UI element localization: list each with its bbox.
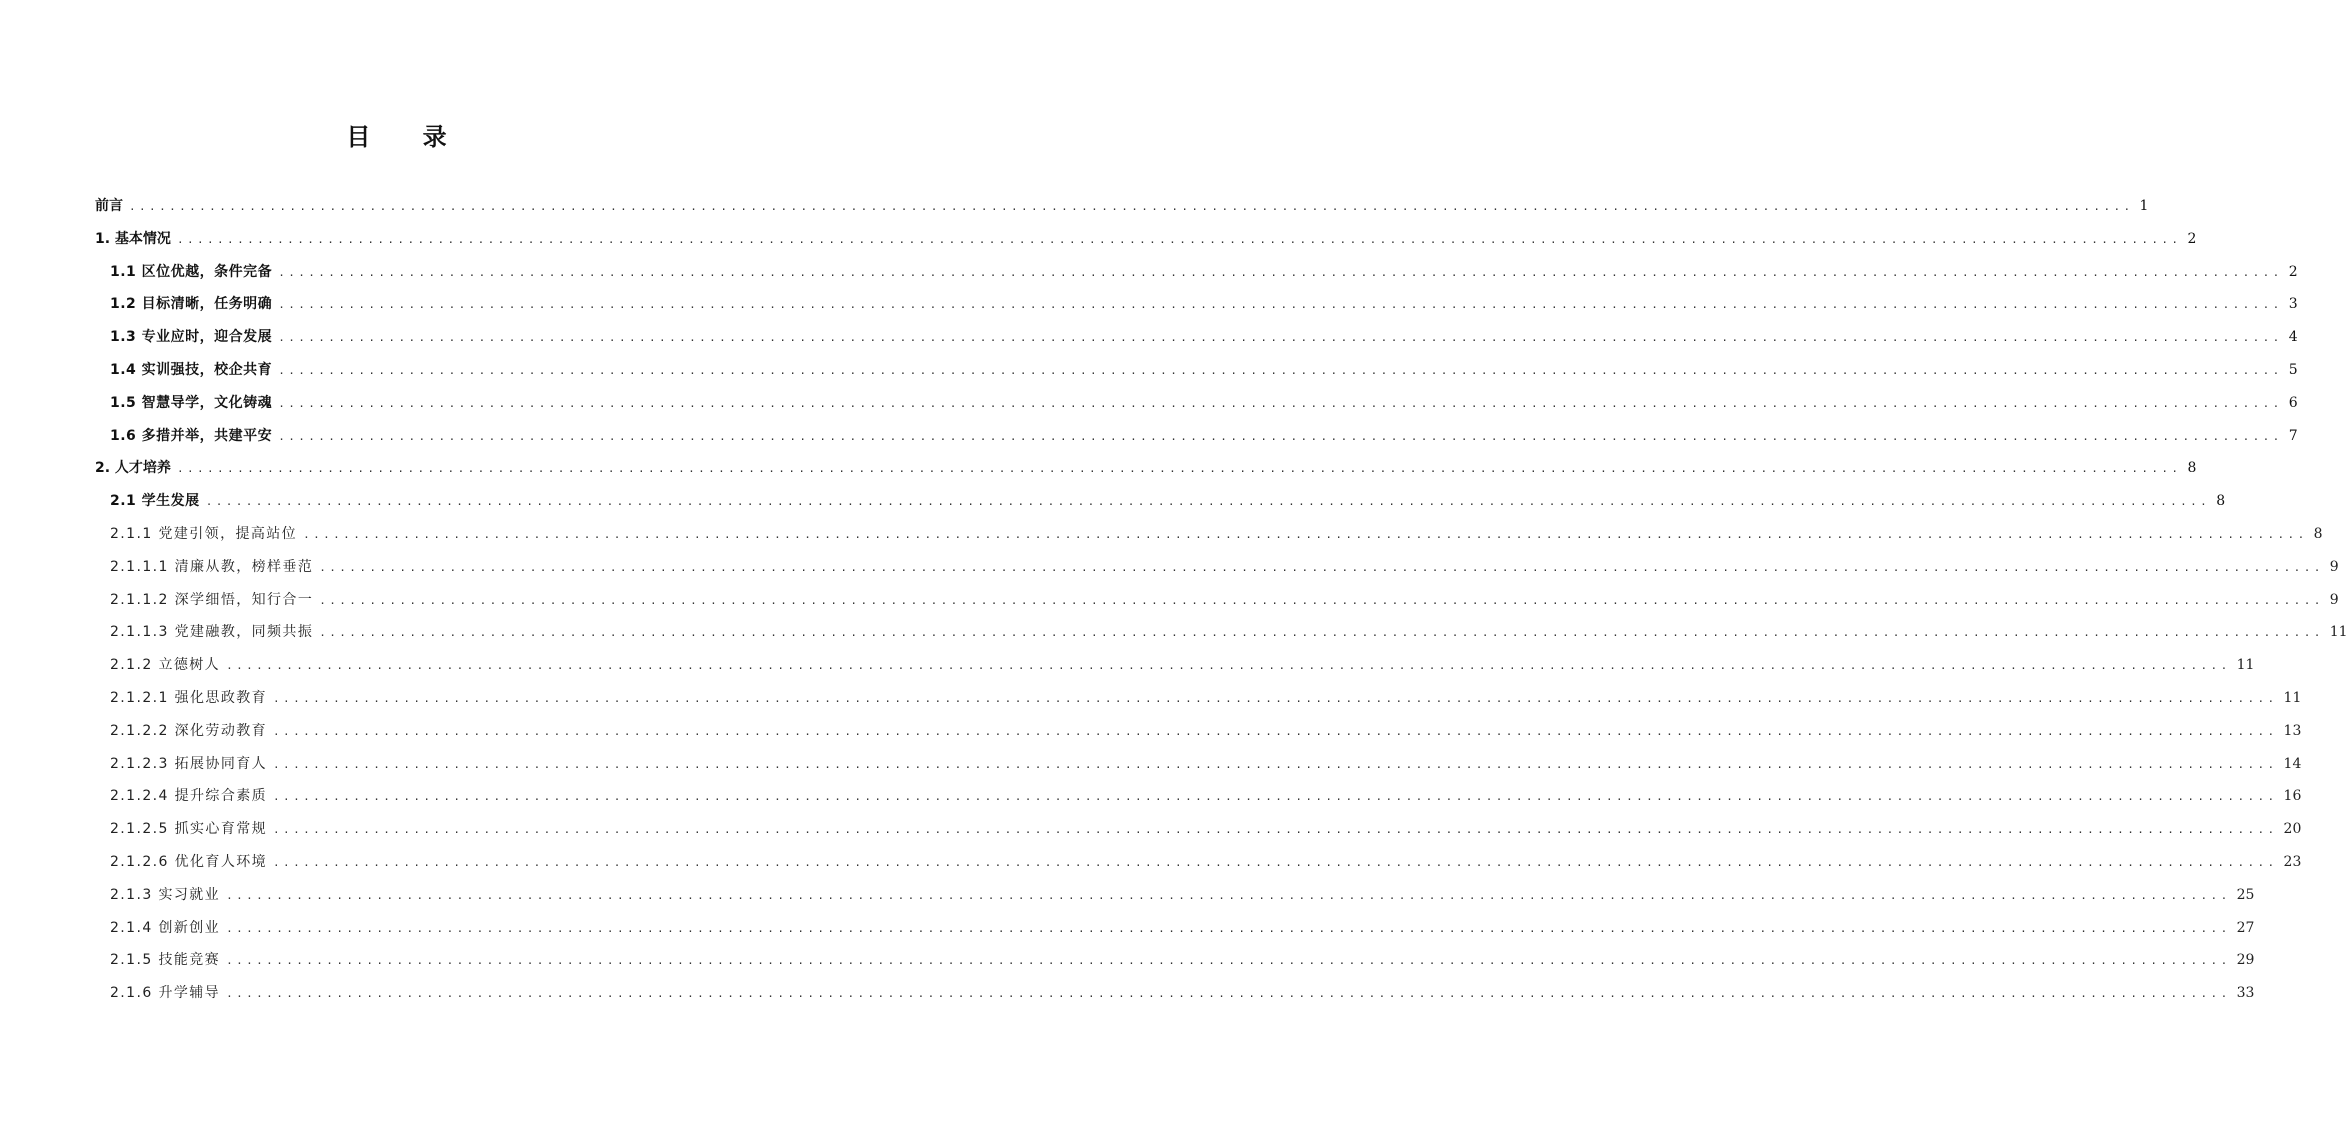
toc-entry-label: 2.1.2.5 抓实心育常规 [110, 821, 268, 838]
dot-leader: ........................................................................................................................................................................................................ [226, 888, 2231, 902]
toc-entry-page: 25 [2236, 886, 2255, 903]
toc-entry-page: 3 [2288, 296, 2298, 313]
dot-leader: ........................................................................................................................................................................................................ [273, 757, 2278, 771]
dot-leader: ........................................................................................................................................................................................................ [273, 691, 2278, 705]
toc-entry[interactable] [95, 485, 2226, 518]
toc-entry[interactable] [95, 223, 2197, 256]
dot-leader: ........................................................................................................................................................................................................ [278, 363, 2283, 377]
toc-entry-label: 1.2 目标清晰，任务明确 [110, 296, 273, 313]
dot-leader: ........................................................................................................................................................................................................ [278, 298, 2283, 312]
toc-entry-label: 1.4 实训强技，校企共育 [110, 361, 273, 378]
toc-entry[interactable] [95, 912, 2255, 945]
toc-entry-label: 1.1 区位优越，条件完备 [110, 263, 273, 280]
toc-entry[interactable] [95, 584, 2339, 617]
toc-entry-label: 2.1.2.4 提升综合素质 [110, 788, 268, 805]
toc-entry-label: 2.1.2.6 优化育人环境 [110, 853, 268, 870]
toc-entry-label: 2.1.4 创新创业 [110, 919, 221, 936]
dot-leader: ........................................................................................................................................................................................................ [319, 626, 2324, 640]
toc-entry-page: 27 [2236, 919, 2255, 936]
toc-entry-page: 23 [2283, 853, 2302, 870]
toc-entry[interactable] [95, 387, 2298, 420]
toc-entry[interactable] [95, 518, 2323, 551]
toc-entry[interactable] [95, 977, 2255, 1010]
toc-entry-page: 11 [2283, 689, 2302, 706]
dot-leader: ........................................................................................................................................................................................................ [176, 232, 2182, 246]
toc-entry-label: 1.5 智慧导学，文化铸魂 [110, 394, 273, 411]
dot-leader: ........................................................................................................................................................................................................ [319, 593, 2324, 607]
dot-leader: ........................................................................................................................................................................................................ [278, 331, 2283, 345]
toc-entry[interactable] [95, 288, 2298, 321]
dot-leader: ........................................................................................................................................................................................................ [176, 462, 2182, 476]
toc-entry-label: 2.1.1.1 清廉从教，榜样垂范 [110, 558, 314, 575]
toc-entry[interactable] [95, 944, 2255, 977]
toc-entry-label: 2.1.1 党建引领，提高站位 [110, 525, 298, 542]
toc-entry[interactable] [95, 354, 2298, 387]
toc-entry-label: 2.1 学生发展 [110, 493, 200, 510]
toc-entry[interactable] [95, 846, 2302, 879]
dot-leader: ........................................................................................................................................................................................................ [319, 560, 2324, 574]
dot-leader: ........................................................................................................................................................................................................ [278, 265, 2283, 279]
dot-leader: ........................................................................................................................................................................................................ [226, 987, 2231, 1001]
toc-entry-label: 前言 [95, 198, 123, 214]
toc-entry-page: 29 [2236, 952, 2255, 969]
toc-entry[interactable] [95, 420, 2298, 453]
dot-leader: ........................................................................................................................................................................................................ [226, 659, 2231, 673]
toc-entry-label: 2.1.2 立德树人 [110, 657, 221, 674]
toc-entry-page: 11 [2236, 657, 2255, 674]
toc-entry[interactable] [95, 551, 2339, 584]
toc-entry-label: 2.1.3 实习就业 [110, 886, 221, 903]
toc-entry-label: 2.1.1.2 深学细悟，知行合一 [110, 591, 314, 608]
dot-leader: ........................................................................................................................................................................................................ [303, 527, 2308, 541]
dot-leader: ........................................................................................................................................................................................................ [205, 495, 2211, 509]
toc-entry-page: 6 [2288, 394, 2298, 411]
dot-leader: ........................................................................................................................................................................................................ [273, 855, 2278, 869]
toc-entry[interactable] [95, 321, 2298, 354]
dot-leader: ........................................................................................................................................................................................................ [129, 200, 2134, 213]
toc-entry[interactable] [95, 813, 2302, 846]
dot-leader: ........................................................................................................................................................................................................ [226, 921, 2231, 935]
toc-entry-page: 5 [2288, 361, 2298, 378]
toc-entry[interactable] [95, 748, 2302, 781]
toc-entry-page: 8 [2187, 460, 2197, 477]
toc-entry-label: 1. 基本情况 [95, 230, 171, 247]
toc-entry-label: 1.6 多措并举，共建平安 [110, 427, 273, 444]
toc-entry[interactable] [95, 715, 2302, 748]
toc-entry-label: 2.1.1.3 党建融教，同频共振 [110, 624, 314, 641]
toc-entry-page: 7 [2288, 427, 2298, 444]
toc-entry-label: 2.1.5 技能竞赛 [110, 952, 221, 969]
dot-leader: ........................................................................................................................................................................................................ [273, 790, 2278, 804]
toc-entry[interactable] [95, 256, 2298, 289]
dot-leader: ........................................................................................................................................................................................................ [273, 724, 2278, 738]
dot-leader: ........................................................................................................................................................................................................ [273, 823, 2278, 837]
dot-leader: ........................................................................................................................................................................................................ [278, 396, 2283, 410]
toc-entry-page: 13 [2283, 722, 2302, 739]
toc-entry-page: 2 [2288, 263, 2298, 280]
toc-entry-label: 2.1.2.2 深化劳动教育 [110, 722, 268, 739]
toc-entry-page: 2 [2187, 230, 2197, 247]
toc-entry-label: 2.1.2.3 拓展协同育人 [110, 755, 268, 772]
toc-entry-page: 8 [2313, 525, 2323, 542]
toc-entry[interactable] [95, 780, 2302, 813]
toc-entry-page: 9 [2329, 558, 2339, 575]
toc-entry[interactable] [95, 190, 2149, 223]
dot-leader: ........................................................................................................................................................................................................ [278, 429, 2283, 443]
toc-entry-page: 4 [2288, 329, 2298, 346]
toc-entry-page: 16 [2283, 788, 2302, 805]
toc-entry-page: 11 [2329, 624, 2348, 641]
toc-entry-label: 2.1.2.1 强化思政教育 [110, 689, 268, 706]
toc-entry[interactable] [95, 649, 2255, 682]
dot-leader: ........................................................................................................................................................................................................ [226, 954, 2231, 968]
toc-entry[interactable] [95, 452, 2197, 485]
toc-entry-label: 2.1.6 升学辅导 [110, 985, 221, 1002]
toc-entry-page: 20 [2283, 821, 2302, 838]
toc-entry-page: 14 [2283, 755, 2302, 772]
toc-entry[interactable] [95, 616, 2348, 649]
toc-entry-page: 33 [2236, 985, 2255, 1002]
toc-entry-label: 2. 人才培养 [95, 460, 171, 477]
toc-entry-label: 1.3 专业应时，迎合发展 [110, 329, 273, 346]
page-title: 目 录 [346, 122, 469, 151]
toc-entry-page: 1 [2139, 198, 2149, 214]
table-of-contents [95, 190, 2348, 1010]
toc-entry-page: 9 [2329, 591, 2339, 608]
toc-entry[interactable] [95, 879, 2255, 912]
toc-entry-page: 8 [2216, 493, 2226, 510]
toc-entry[interactable] [95, 682, 2302, 715]
